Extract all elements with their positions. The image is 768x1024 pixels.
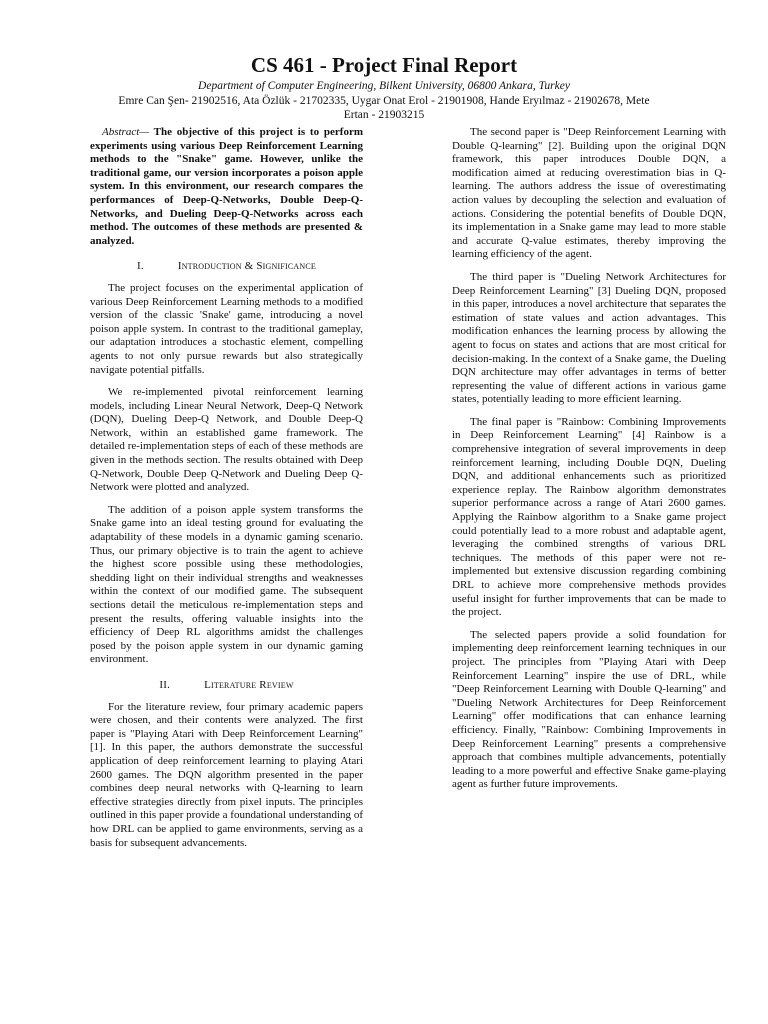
right-column [452,126,726,801]
section-number: I. [137,260,144,273]
section-heading-introduction [90,260,363,274]
paragraph: We re-implemented pivotal reinforcement learning models, including Linear Neural Network, Deep-Q Network (DQN), Dueling Deep-Q Network, and Double Deep-Q Network, within an established game framework. The detailed re-implementation steps of each of these methods are given in the methods section. The results obtained with Deep Q-Network, Double Deep Q-Network and Dueling Deep Q-Network were plotted and analyzed. [90,386,363,494]
paper-title: CS 461 - Project Final Report [250,53,518,77]
paragraph: The third paper is "Dueling Network Architectures for Deep Reinforcement Learning" [3] Dueling DQN, proposed in this paper, introduces a novel architecture that separates the estimation of state values and action advantages. This modification enhances the learning process by allowing the agent to focus on states and actions that are most critical for decision-making. In the context of a Snake game, the Dueling DQN architecture may offer advantages in terms of better representing the value of different actions in various game states, potentially leading to more efficient learning. [452,270,726,406]
left-column [90,126,363,859]
author-list: Emre Can Şen- 21902516, Ata Özlük - 21702335, Uygar Onat Erol - 21901908, Hande Eryılmaz - 21902678, Mete Ertan - 21903215 [118,95,650,121]
abstract-text: The objective of this project is to perform experiments using various Deep Reinforcement Learning methods to the "Snake" game. However, unlike the traditional game, our version incorporates a poison apple system. In this environment, our research compares the performances of Deep-Q-Networks, Double Deep-Q-Networks, and Dueling Deep-Q-Networks across each method. The outcomes of these methods are presented & analyzed. [90,126,363,247]
paragraph: For the literature review, four primary academic papers were chosen, and their contents were analyzed. The first paper is "Playing Atari with Deep Reinforcement Learning" [1]. In this paper, the authors demonstrate the successful application of deep reinforcement learning to playing Atari 2600 games. The DQN algorithm presented in the paper combines deep neural networks with Q-learning to learn effective strategies directly from pixel inputs. The principles outlined in this paper provide a foundational understanding of how DRL can be applied to game environments, serving as a basis for subsequent advancements. [90,700,363,849]
section-heading-literature-review [90,679,363,693]
paragraph: The final paper is "Rainbow: Combining Improvements in Deep Reinforcement Learning" [4] Rainbow is a comprehensive integration of several improvements in deep reinforcement learning, including Double DQN, Dueling DQN, and additional enhancements such as prioritized experience replay. The Rainbow algorithm demonstrates superior performance across a range of Atari 2600 games. Applying the Rainbow algorithm to a Snake game project could potentially lead to a more robust and adaptable agent, leveraging the combined strengths of various DRL techniques. The methods of this paper were not re-implemented but extensive discussion regarding combining DRL to achieve more comprehensive methods provides useful insight for further improvements that can be made to the project. [452,415,726,619]
paragraph: The addition of a poison apple system transforms the Snake game into an ideal testing ground for evaluating the adaptability of these models in a dynamic gaming scenario. Thus, our primary objective is to train the agent to achieve the highest score possible using these methodologies, shedding light on their individual strengths and weaknesses within the context of our modified game. The subsequent sections detail the meticulous re-implementation steps and present the results, offering valuable insights into the efficiency of Deep RL algorithms amidst the challenges posed by the poison apple system in our dynamic gaming environment. [90,503,363,666]
paragraph: The project focuses on the experimental application of various Deep Reinforcement Learning methods to a modified version of the classic 'Snake' game, introducing a novel poison apple system. In contrast to the traditional gameplay, our adaptation introduces a stochastic element, compelling agents to not only pursue rewards but also strategically navigate potential pitfalls. [90,281,363,376]
section-title: Literature Review [204,678,294,691]
abstract [90,126,363,248]
paragraph: The selected papers provide a solid foundation for implementing deep reinforcement learning techniques in our project. The principles from "Playing Atari with Deep Reinforcement Learning" inspire the use of DRL, while "Deep Reinforcement Learning with Double Q-learning" and "Dueling Network Architectures for Deep Reinforcement Learning" offer modifications that can enhance learning efficiency. Finally, "Rainbow: Combining Improvements in Deep Reinforcement Learning" presents a comprehensive approach that combines multiple advancements, potentially leading to a more powerful and effective Snake game-playing agent as further future improvements. [452,628,726,791]
section-number: II. [159,678,171,691]
paragraph: The second paper is "Deep Reinforcement Learning with Double Q-learning" [2]. Building upon the original DQN framework, this paper introduces Double DQN, a modification aimed at reducing overestimation bias in Q-learning. The authors address the issue of overestimating action values by decoupling the selection and evaluation of actions. Considering the potential benefits of Double DQN, its implementation in a Snake game may lead to more stable and accurate Q-value estimates, thereby improving the learning efficiency of the agent. [452,126,726,261]
abstract-lead: Abstract— [102,126,150,138]
section-title: Introduction & Significance [177,260,316,273]
affiliation: Department of Computer Engineering, Bilkent University, 06800 Ankara, Turkey [198,80,570,92]
